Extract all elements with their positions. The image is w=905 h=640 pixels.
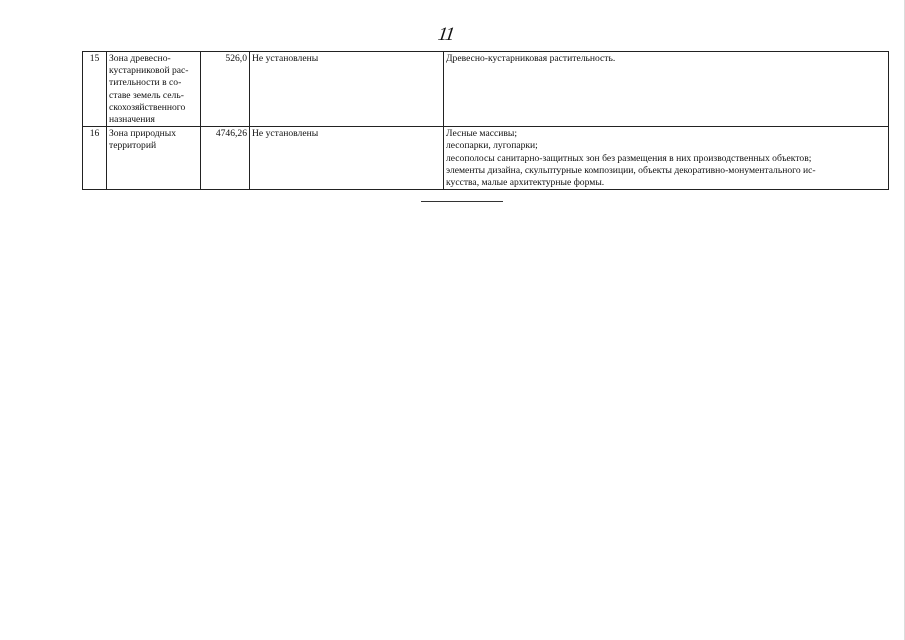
zone-name — [107, 127, 201, 190]
zone-use-line: лесополосы санитарно-защитных зон без размещения в них производственных объектов; — [446, 152, 812, 164]
zone-use-line: кусства, малые архитектурные формы. — [446, 177, 605, 189]
table-row — [83, 52, 889, 127]
zone-uses — [444, 127, 889, 190]
zone-use-line: Древесно-кустарниковая растительность. — [446, 53, 616, 64]
zone-name-line: скохозяйственного — [109, 101, 186, 113]
zone-restrictions: Не установлены — [250, 127, 444, 190]
zone-name-line: тительности в со- — [109, 77, 182, 89]
zone-name-line: Зона природных — [109, 128, 177, 140]
page-number: 11 — [436, 24, 456, 45]
zone-name — [107, 52, 201, 127]
zones-table — [82, 51, 889, 190]
table-row — [83, 127, 889, 190]
zone-use-line: элементы дизайна, скульптурные композиции, объекты декоративно-монументального ис- — [446, 164, 816, 176]
zone-use-line: лесопарки, лугопарки; — [446, 140, 538, 152]
zone-number: 15 — [83, 52, 107, 127]
closing-rule — [421, 201, 503, 202]
zone-name-line: кустарниковой рас- — [109, 65, 189, 77]
zone-use-line: Лесные массивы; — [446, 128, 517, 140]
zone-restrictions: Не установлены — [250, 52, 444, 127]
zone-name-line: ставе земель сель- — [109, 89, 184, 101]
zone-name-line: Зона древесно- — [109, 53, 171, 64]
zone-number: 16 — [83, 127, 107, 190]
zone-name-line: назначения — [109, 114, 155, 126]
zone-uses — [444, 52, 889, 127]
zone-area: 4746,26 — [201, 127, 250, 190]
zone-name-line: территорий — [109, 140, 157, 152]
zone-area: 526,0 — [201, 52, 250, 127]
